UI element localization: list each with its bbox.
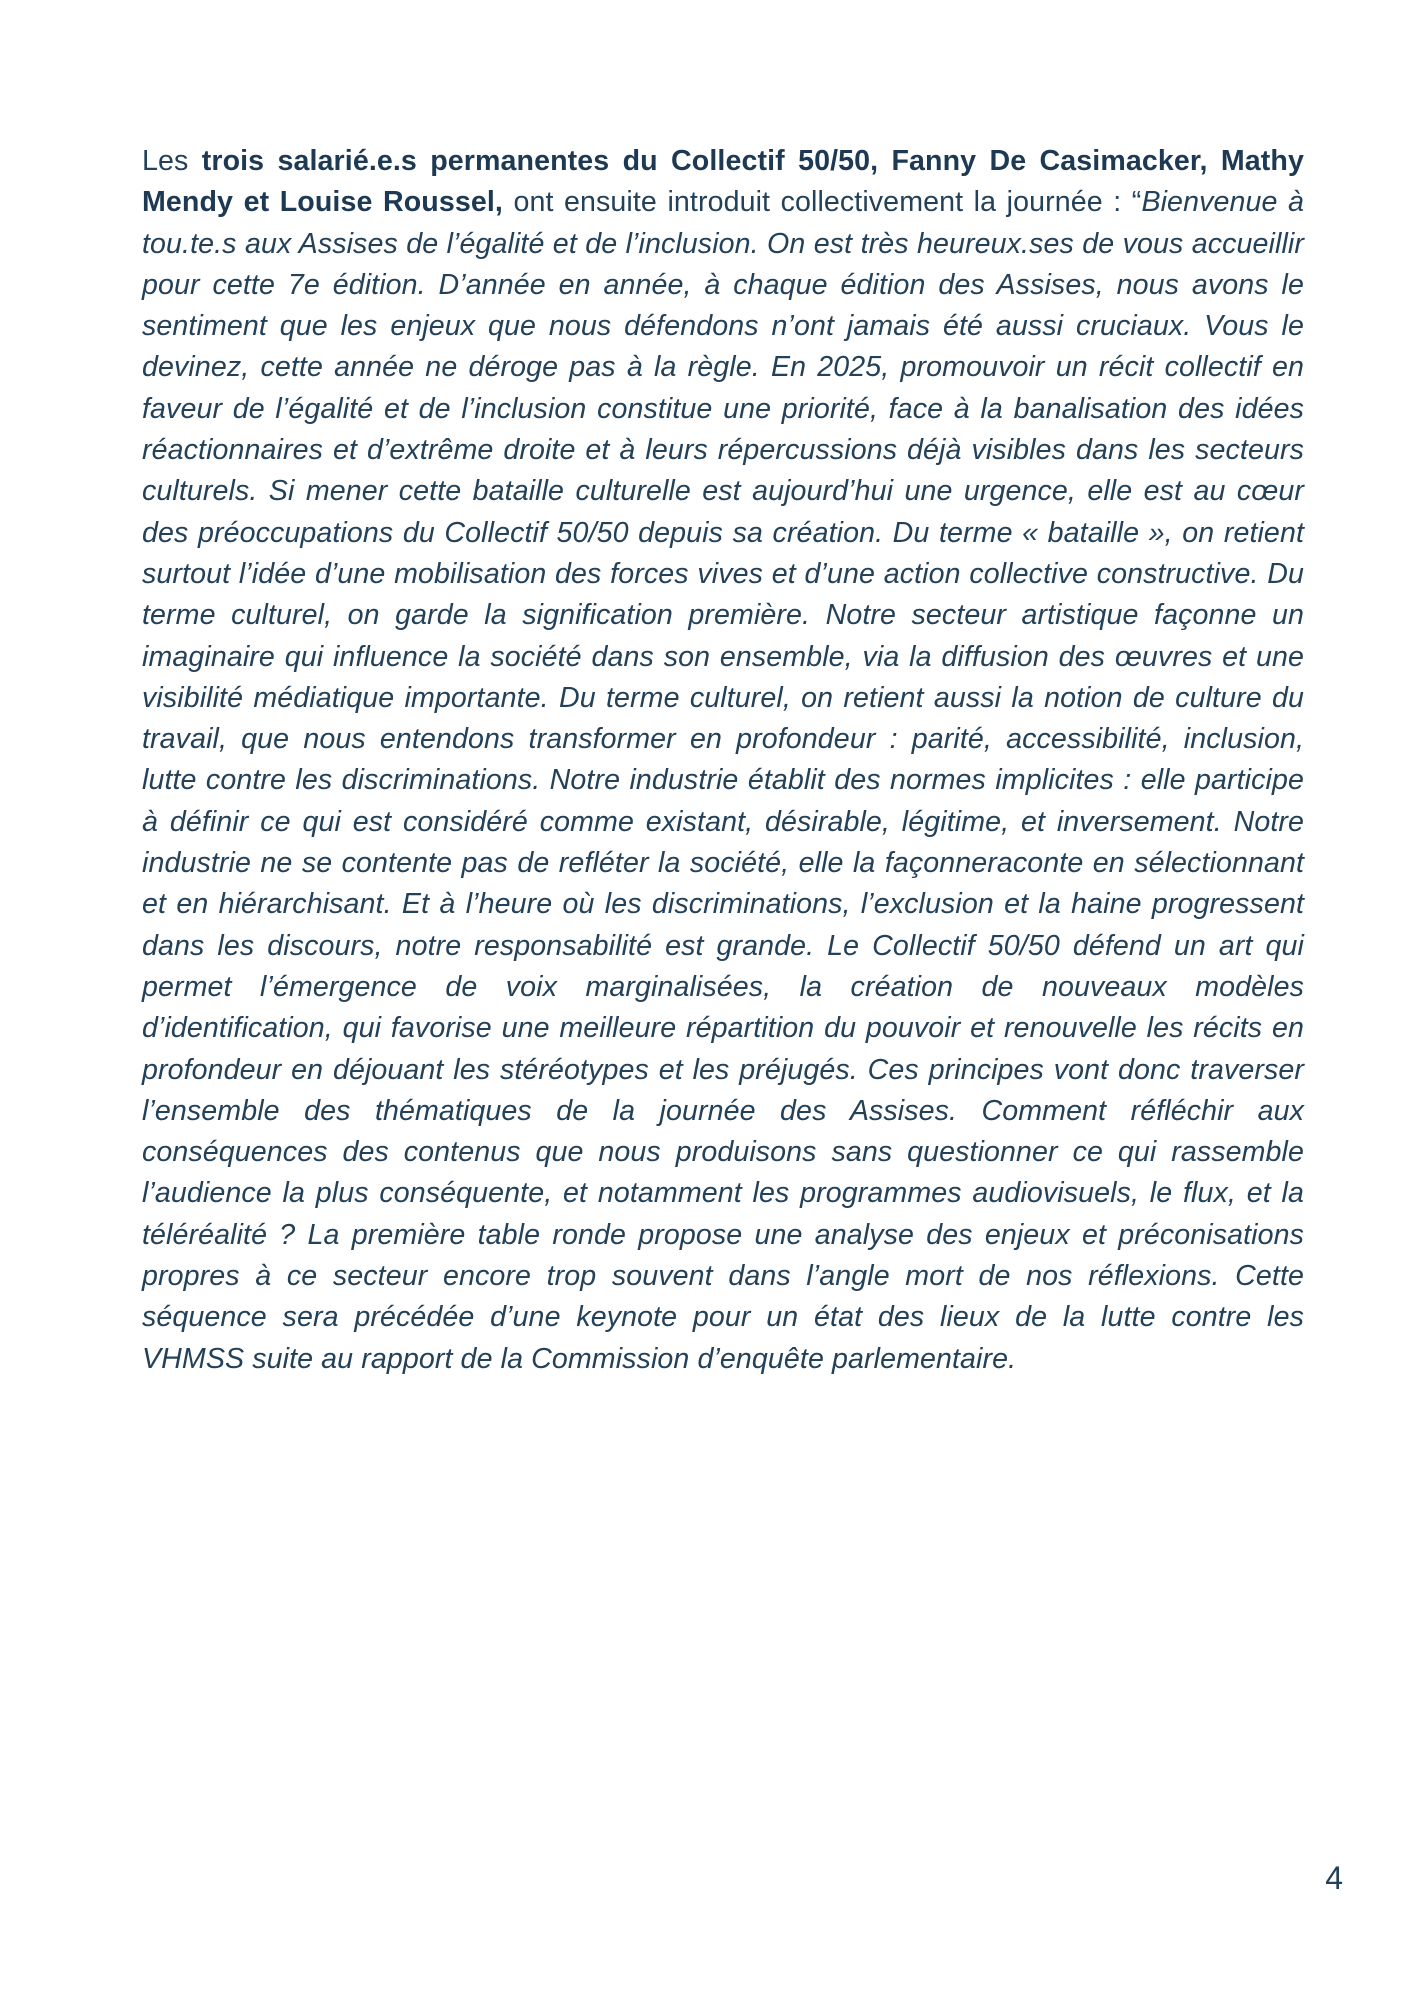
- paragraph-lead-word: Les: [142, 145, 202, 177]
- speech-quote: Bienvenue à tou.te.s aux Assises de l’égalité et de l’inclusion. On est très heureux.ses de vous accueillir pour cette 7e édition. D’année en année, à chaque édition des Assises, nous avons le sentiment que les enjeux que nous défendons n’ont jamais été aussi cruciaux. Vous le devinez, cette année ne déroge pas à la règle. En 2025, promouvoir un récit collectif en faveur de l’égalité et de l’inclusion constitue une priorité, face à la banalisation des idées réactionnaires et d’extrême droite et à leurs répercussions déjà visibles dans les secteurs culturels. Si mener cette bataille culturelle est aujourd’hui une urgence, elle est au cœur des préoccupations du Collectif 50/50 depuis sa création. Du terme « bataille », on retient surtout l’idée d’une mobilisation des forces vives et d’une action collective constructive. Du terme culturel, on garde la signification première. Notre secteur artistique façonne un imaginaire qui influence la société dans son ensemble, via la diffusion des œuvres et une visibilité médiatique importante. Du terme culturel, on retient aussi la notion de culture du travail, que nous entendons transformer en profondeur : parité, accessibilité, inclusion, lutte contre les discriminations. Notre industrie établit des normes implicites : elle participe à définir ce qui est considéré comme existant, désirable, légitime, et inversement. Notre industrie ne se contente pas de refléter la société, elle la façonneraconte en sélectionnant et en hiérarchisant. Et à l’heure où les discriminations, l’exclusion et la haine progressent dans les discours, notre responsabilité est grande. Le Collectif 50/50 défend un art qui permet l’émergence de voix marginalisées, la création de nouveaux modèles d’identification, qui favorise une meilleure répartition du pouvoir et renouvelle les récits en profondeur en déjouant les stéréotypes et les préjugés. Ces principes vont donc traverser l’ensemble des thématiques de la journée des Assises. Comment réfléchir aux conséquences des contenus que nous produisons sans questionner ce qui rassemble l’audience la plus conséquente, et notamment les programmes audiovisuels, le flux, et la téléréalité ? La première table ronde propose une analyse des enjeux et préconisations propres à ce secteur encore trop souvent dans l’angle mort de nos réflexions. Cette séquence sera précédée d’une keynote pour un état des lieux de la lutte contre les VHMSS suite au rapport de la Commission d’enquête parlementaire.: [142, 186, 1304, 1375]
- body-paragraph: [142, 141, 1304, 1380]
- paragraph-intro-text: ont ensuite introduit collectivement la journée : “: [502, 186, 1142, 219]
- page-number: 4: [1325, 1860, 1343, 1896]
- speakers-bold-text: trois salarié.e.s permanentes du Collectif 50/50, Fanny De Casimacker, Mathy Mendy et Louise Roussel,: [142, 145, 1304, 219]
